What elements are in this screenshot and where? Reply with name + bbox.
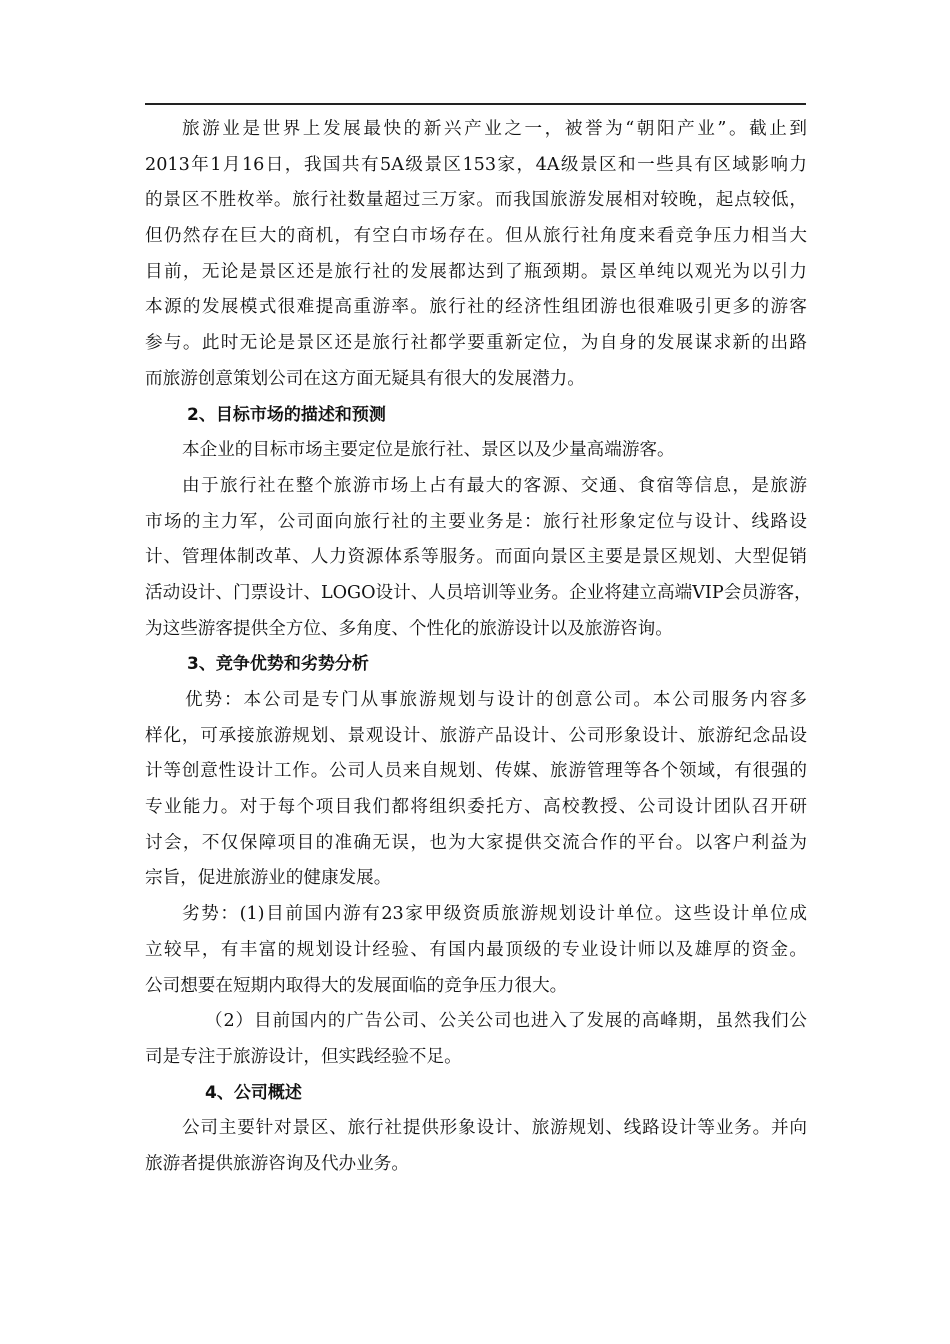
header-rule	[145, 103, 806, 105]
paragraph-line: 而旅游创意策划公司在这方面无疑具有很大的发展潜力。	[145, 368, 585, 389]
paragraph-line: 旅游业是世界上发展最快的新兴产业之一，被誉为“朝阳产业”。截止到	[182, 119, 807, 139]
paragraph-line: 本源的发展模式很难提高重游率。旅行社的经济性组团游也很难吸引更多的游客	[145, 297, 807, 318]
paragraph-line: 但仍然存在巨大的商机，有空白市场存在。但从旅行社角度来看竞争压力相当大	[145, 226, 807, 247]
paragraph-line: 目前，无论是景区还是旅行社的发展都达到了瓶颈期。景区单纯以观光为以引力	[145, 261, 807, 282]
section-heading-target-market: 2、目标市场的描述和预测	[187, 404, 386, 425]
document-body	[145, 112, 812, 1183]
paragraph-line: 公司主要针对景区、旅行社提供形象设计、旅游规划、线路设计等业务。并向	[182, 1118, 807, 1139]
paragraph-line: 由于旅行社在整个旅游市场上占有最大的客源、交通、食宿等信息，是旅游	[182, 475, 807, 496]
section-heading-competitive-analysis: 3、竞争优势和劣势分析	[187, 654, 369, 675]
paragraph-line: 劣势：(1)目前国内游有23家甲级资质旅游规划设计单位。这些设计单位成	[182, 904, 807, 925]
paragraph-line: 优势：本公司是专门从事旅游规划与设计的创意公司。本公司服务内容多	[185, 690, 807, 710]
paragraph-line: 讨会，不仅保障项目的准确无误，也为大家提供交流合作的平台。以客户利益为	[145, 832, 807, 853]
paragraph-line: 立较早，有丰富的规划设计经验、有国内最顶级的专业设计师以及雄厚的资金。	[145, 939, 807, 960]
paragraph-line: 参与。此时无论是景区还是旅行社都学要重新定位，为自身的发展谋求新的出路	[145, 333, 807, 354]
paragraph-line: 计等创意性设计工作。公司人员来自规划、传媒、旅游管理等各个领域，有很强的	[145, 761, 807, 782]
paragraph-line: 旅游者提供旅游咨询及代办业务。	[145, 1153, 409, 1174]
paragraph-line: 市场的主力军，公司面向旅行社的主要业务是：旅行社形象定位与设计、线路设	[145, 511, 807, 532]
paragraph-line: 活动设计、门票设计、LOGO设计、人员培训等业务。企业将建立高端VIP会员游客，	[145, 582, 812, 603]
paragraph-line: 司是专注于旅游设计，但实践经验不足。	[145, 1046, 462, 1067]
paragraph-line: 计、管理体制改革、人力资源体系等服务。而面向景区主要是景区规划、大型促销	[145, 547, 807, 568]
paragraph-line: 2013年1月16日，我国共有5A级景区153家，4A级景区和一些具有区域影响力	[145, 154, 807, 175]
paragraph-line: 宗旨，促进旅游业的健康发展。	[145, 868, 392, 889]
paragraph-line: 的景区不胜枚举。旅行社数量超过三万家。而我国旅游发展相对较晚，起点较低，	[145, 190, 807, 211]
paragraph-line: （2）目前国内的广告公司、公关公司也进入了发展的高峰期，虽然我们公	[205, 1011, 807, 1032]
paragraph-line: 样化，可承接旅游规划、景观设计、旅游产品设计、公司形象设计、旅游纪念品设	[145, 725, 807, 746]
paragraph-line: 本企业的目标市场主要定位是旅行社、景区以及少量高端游客。	[182, 440, 675, 461]
paragraph-line: 公司想要在短期内取得大的发展面临的竞争压力很大。	[145, 975, 568, 996]
paragraph-line: 专业能力。对于每个项目我们都将组织委托方、高校教授、公司设计团队召开研	[145, 797, 807, 818]
paragraph-line: 为这些游客提供全方位、多角度、个性化的旅游设计以及旅游咨询。	[145, 618, 673, 639]
section-heading-company-overview: 4、公司概述	[205, 1082, 302, 1103]
